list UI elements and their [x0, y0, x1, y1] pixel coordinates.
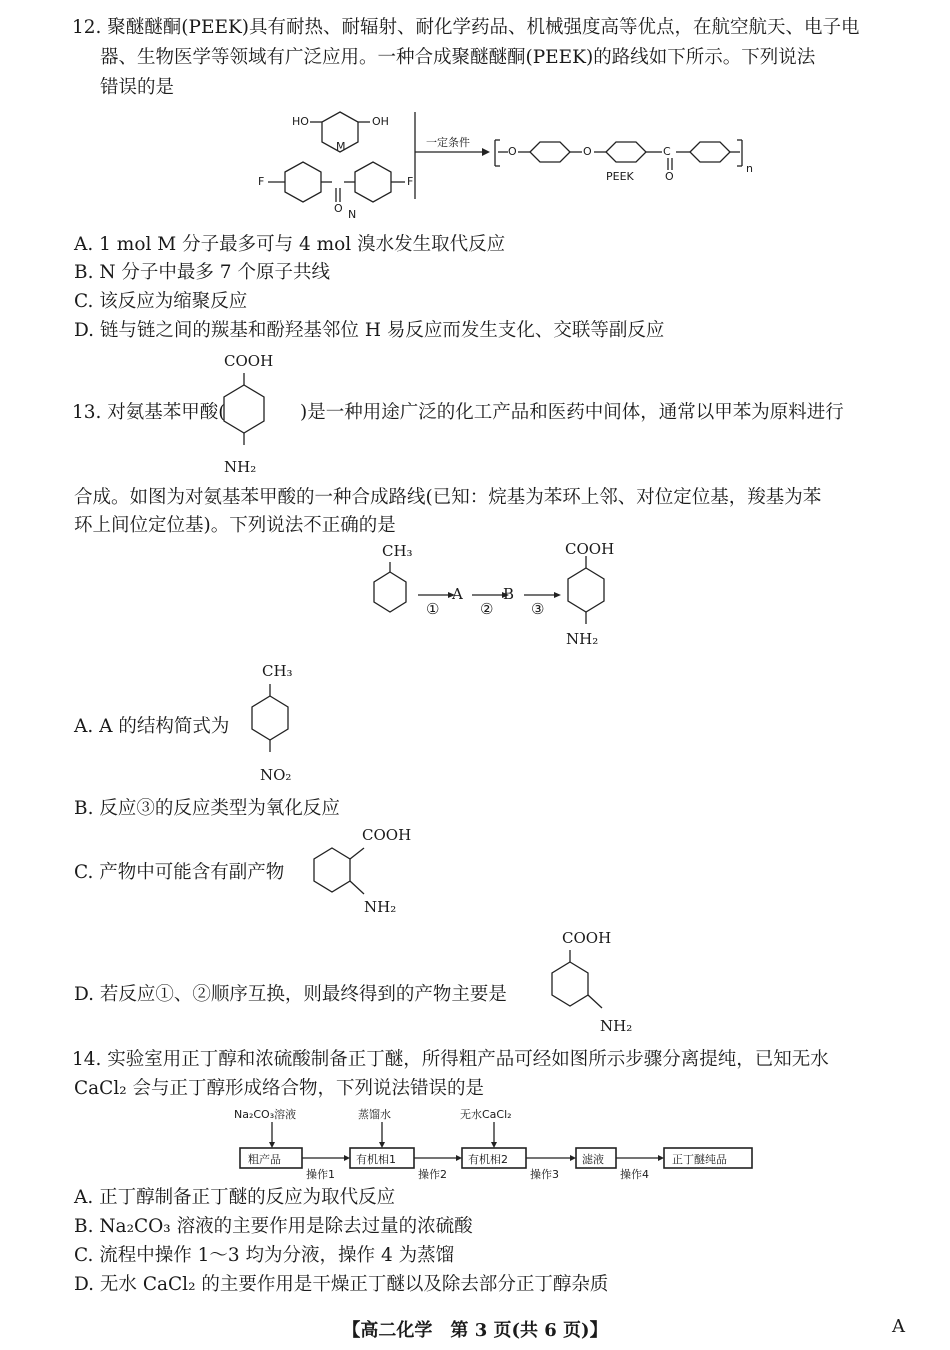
q12-option-a: A. 1 mol M 分子最多可与 4 mol 溴水发生取代反应: [74, 234, 506, 255]
peek-o-label: O: [665, 170, 674, 183]
reagent-na2co3: Na₂CO₃溶液: [234, 1108, 297, 1121]
m-label: M: [336, 140, 346, 153]
op2-label: 操作2: [418, 1168, 447, 1181]
box-product: 正丁醚纯品: [672, 1153, 727, 1166]
q13-scheme-step2: ②: [480, 600, 494, 618]
q13-opt-a-no2: NO₂: [260, 766, 292, 784]
q12-line3: 错误的是: [100, 77, 175, 98]
q13-line3: 环上间位定位基)。下列说法不正确的是: [74, 515, 396, 536]
q13-scheme-ch3: CH₃: [382, 542, 413, 560]
op4-label: 操作4: [620, 1168, 649, 1181]
molecule-n: [268, 162, 405, 202]
q13-intro-b: )是一种用途广泛的化工产品和医药中间体，通常以甲苯为原料进行: [300, 402, 844, 423]
q13-opt-d-nh2: NH₂: [600, 1017, 633, 1035]
box-crude: 粗产品: [248, 1153, 281, 1166]
q12-option-c: C. 该反应为缩聚反应: [74, 291, 248, 312]
q13-intro-cooh: COOH: [224, 352, 274, 370]
q13-option-a: A. A 的结构简式为: [74, 716, 230, 737]
peek-c: C: [663, 145, 671, 158]
q13-scheme-nh2: NH₂: [566, 630, 599, 648]
reagent-water: 蒸馏水: [358, 1108, 391, 1121]
q12-line1: 12. 聚醚醚酮(PEEK)具有耐热、耐辐射、耐化学药品、机械强度高等优点，在航空航天、电子电: [72, 17, 860, 38]
q13-opt-c-cooh: COOH: [362, 826, 412, 844]
q12-line2: 器、生物医学等领域有广泛应用。一种合成聚醚醚酮(PEEK)的路线如下所示。下列说法: [100, 47, 816, 68]
q12-option-d: D. 链与链之间的羰基和酚羟基邻位 H 易反应而发生支化、交联等副反应: [74, 320, 665, 341]
q13-opt-a-ch3: CH₃: [262, 662, 293, 680]
n-label: N: [348, 208, 357, 221]
q14-option-b: B. Na₂CO₃ 溶液的主要作用是除去过量的浓硫酸: [74, 1216, 473, 1237]
peek-label: PEEK: [606, 170, 634, 183]
box-organic2: 有机相2: [468, 1153, 508, 1166]
m-ho-label: HO: [292, 115, 309, 128]
box-organic1: 有机相1: [356, 1153, 396, 1166]
q13-scheme-step3: ③: [531, 600, 545, 618]
q13-scheme-a: A: [452, 585, 463, 603]
n-o-label: O: [334, 202, 343, 215]
q13-scheme-step1: ①: [426, 600, 440, 618]
q14-line1: 14. 实验室用正丁醇和浓硫酸制备正丁醚，所得粗产品可经如图所示步骤分离提纯，已知无水: [72, 1049, 829, 1070]
q13-opt-a-ring: [244, 684, 304, 764]
page-footer: 【高二化学 第 3 页(共 6 页)】: [342, 1320, 608, 1341]
q13-opt-d-cooh: COOH: [562, 929, 612, 947]
q13-line2: 合成。如图为对氨基苯甲酸的一种合成路线(已知：烷基为苯环上邻、对位定位基，羧基为苯: [74, 487, 822, 508]
q13-option-b: B. 反应③的反应类型为氧化反应: [74, 798, 340, 819]
q12-option-b: B. N 分子中最多 7 个原子共线: [74, 262, 330, 283]
paper-version: A: [892, 1316, 905, 1337]
peek-n-label: n: [746, 162, 753, 175]
reagent-cacl2: 无水CaCl₂: [460, 1108, 512, 1121]
q12-structures: [250, 104, 770, 224]
op3-label: 操作3: [530, 1168, 559, 1181]
op1-label: 操作1: [306, 1168, 335, 1181]
q13-intro-benzene: [214, 373, 274, 453]
q13-opt-c-nh2: NH₂: [364, 898, 397, 916]
arrow-condition-label: 一定条件: [426, 136, 470, 149]
m-oh-label: OH: [372, 115, 389, 128]
q13-option-d: D. 若反应①、②顺序互换，则最终得到的产物主要是: [74, 984, 507, 1005]
n-f-right-label: F: [407, 175, 414, 188]
q13-scheme-cooh: COOH: [565, 540, 615, 558]
peek-o1: O: [508, 145, 517, 158]
q13-intro-a: 13. 对氨基苯甲酸(: [72, 402, 226, 423]
q14-option-a: A. 正丁醇制备正丁醚的反应为取代反应: [74, 1187, 396, 1208]
q13-option-c: C. 产物中可能含有副产物: [74, 862, 285, 883]
q14-option-d: D. 无水 CaCl₂ 的主要作用是干燥正丁醚以及除去部分正丁醇杂质: [74, 1274, 609, 1295]
q12-scheme: [250, 104, 770, 224]
peek-repeat-unit: [495, 140, 742, 170]
n-f-left-label: F: [258, 175, 265, 188]
q13-intro-nh2: NH₂: [224, 458, 257, 476]
q14-flowchart: [232, 1104, 772, 1184]
q13-scheme-b: B: [503, 585, 515, 603]
box-filtrate: 滤液: [582, 1153, 604, 1166]
q14-option-c: C. 流程中操作 1～3 均为分液，操作 4 为蒸馏: [74, 1245, 455, 1266]
peek-o2: O: [583, 145, 592, 158]
q14-line2: CaCl₂ 会与正丁醇形成络合物，下列说法错误的是: [74, 1078, 485, 1099]
